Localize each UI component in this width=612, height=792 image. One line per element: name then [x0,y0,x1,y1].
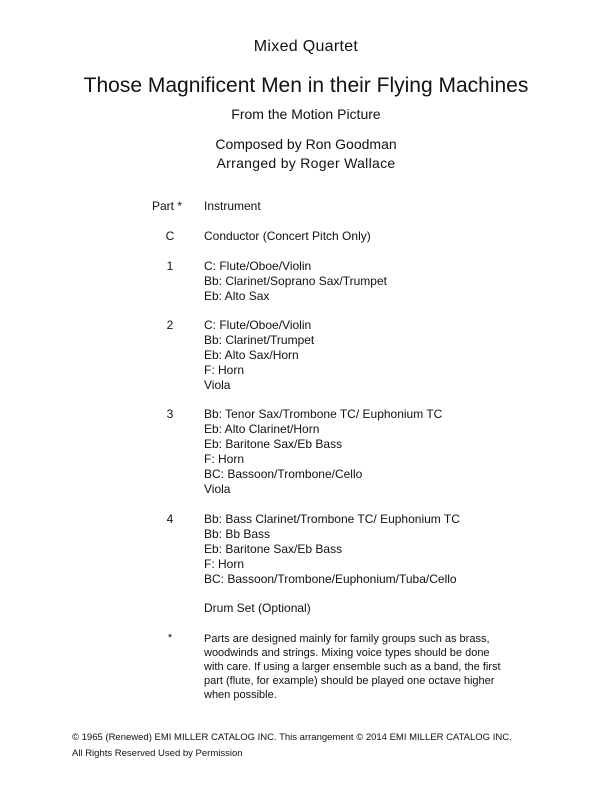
part-number: 2 [166,318,174,332]
instrument-line: Eb: Alto Sax/Horn [204,348,299,362]
rights-line: All Rights Reserved Used by Permission [72,748,243,759]
copyright-line: © 1965 (Renewed) EMI MILLER CATALOG INC. This arrangement © 2014 EMI MILLER CATALOG INC. [72,732,512,743]
part-column-header: Part * [152,199,183,213]
instrument-line: Bb: Bass Clarinet/Trombone TC/ Euphonium TC [204,512,460,526]
copyright-notice [72,730,512,762]
instrument-list [204,512,460,587]
instrument-list [204,407,442,497]
ensemble-type: Mixed Quartet [253,38,359,55]
instrument-line: Eb: Baritone Sax/Eb Bass [204,542,343,556]
instrument-list [204,318,314,393]
instrument-line: C: Flute/Oboe/Violin [204,259,312,273]
instrument-line: Eb: Alto Sax [204,289,270,303]
instrument-list [204,259,387,304]
part-number: 3 [166,407,174,421]
piece-title: Those Magnificent Men in their Flying Machines [83,74,529,97]
instrument-line: Drum Set (Optional) [204,601,311,615]
instrument-list [204,601,311,616]
part-number: C [165,229,175,243]
instrument-line: BC: Bassoon/Trombone/Euphonium/Tuba/Cello [204,572,457,586]
instrument-line: C: Flute/Oboe/Violin [204,318,312,332]
footnote-text: Parts are designed mainly for family groups such as brass, woodwinds and strings. Mixing voice types should be done with care. If using a larger ensemble such as a band, the first part (flute, for example) should be played one octave higher when possible. [204,633,501,701]
part-number: 4 [166,512,174,526]
composer-credit: Composed by Ron Goodman [215,136,397,152]
instrument-line: Eb: Baritone Sax/Eb Bass [204,437,343,451]
instrument-line: BC: Bassoon/Trombone/Cello [204,467,363,481]
instrument-list [204,229,371,244]
instrument-line: F: Horn [204,363,245,377]
instrument-line: Conductor (Concert Pitch Only) [204,229,371,243]
instrument-line: Viola [204,482,231,496]
instrument-line: F: Horn [204,557,245,571]
instrument-line: Bb: Tenor Sax/Trombone TC/ Euphonium TC [204,407,443,421]
instrument-line: F: Horn [204,452,245,466]
instrument-line: Bb: Clarinet/Trumpet [204,333,315,347]
instrument-line: Bb: Clarinet/Soprano Sax/Trumpet [204,274,387,288]
instrument-column-header: Instrument [204,199,261,213]
instrument-line: Eb: Alto Clarinet/Horn [204,422,320,436]
instrument-line: Bb: Bb Bass [204,527,271,541]
instrument-line: Viola [204,378,231,392]
arranger-credit: Arranged by Roger Wallace [216,155,396,171]
footnote-marker: * [167,632,173,644]
part-number: 1 [166,259,174,273]
piece-subtitle: From the Motion Picture [231,106,381,122]
